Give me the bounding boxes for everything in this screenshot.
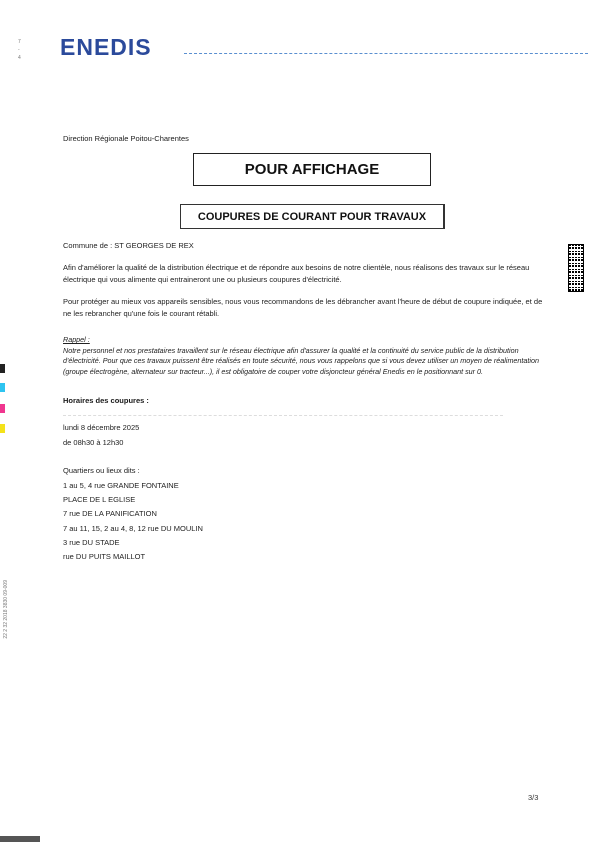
location-item: rue DU PUITS MAILLOT [63, 552, 146, 562]
location-item: PLACE DE L EGLISE [63, 495, 136, 505]
advice-paragraph: Pour protéger au mieux vos appareils sensibles, nous vous recommandons de les débrancher avant l'heure de début de coupure indiquée, et de ne les rebrancher qu'une fois le courant rétabli. [63, 297, 543, 318]
faint-divider [63, 415, 503, 416]
page-number: 3/3 [528, 793, 539, 802]
enedis-logo: ENEDIS [60, 34, 152, 60]
notice-title [193, 153, 431, 186]
scan-side-text: 22 2 32 2018 3830 09-009 [3, 580, 9, 639]
schedule-date: lundi 8 décembre 2025 [63, 423, 140, 432]
location-item: 3 rue DU STADE [63, 537, 120, 547]
swatch-cyan [0, 383, 5, 392]
swatch-yellow [0, 424, 5, 433]
scan-bottom-bar [0, 836, 40, 842]
rappel-text: Notre personnel et nos prestataires travaillent sur le réseau électrique afin d'assurer la qualité et la continuité du service public de la distribution d'électricité. Pour que ces travaux puissent être réalisés en toute sécurité, nous vous rappelons que si vous devez utiliser un moyen de réalimentation (groupe électrogène, alternateur sur tracteur...), il est obligatoire de couper votre disjoncteur général Enedis en le positionnant sur 0. [63, 345, 540, 376]
notice-subtitle-text: COUPURES DE COURANT POUR TRAVAUX [197, 210, 427, 223]
notice-title-text: POUR AFFICHAGE [244, 161, 380, 178]
rappel-block [63, 335, 548, 377]
header-rule [184, 53, 588, 54]
location-item: 7 au 11, 15, 2 au 4, 8, 12 rue DU MOULIN [63, 523, 203, 533]
qr-code [568, 244, 584, 292]
schedule-time: de 08h30 à 12h30 [63, 438, 124, 447]
location-item: 7 rue DE LA PANIFICATION [63, 509, 157, 519]
location-item: 1 au 5, 4 rue GRANDE FONTAINE [63, 481, 179, 490]
intro-paragraph: Afin d'améliorer la qualité de la distribution électrique et de répondre aux besoins de notre clientèle, nous réalisons des travaux sur le réseau électrique qui vous alimente qui entraineront une ou plusieurs coupures d'électricité. [63, 263, 530, 284]
locations-list [63, 479, 203, 564]
locations-heading: Quartiers ou lieux dits : [63, 466, 140, 475]
commune-line: Commune de : ST GEORGES DE REX [63, 241, 194, 250]
swatch-black [0, 364, 5, 373]
swatch-magenta [0, 404, 5, 413]
notice-subtitle [180, 204, 445, 229]
rappel-title: Rappel : [63, 335, 90, 344]
region-label: Direction Régionale Poitou-Charentes [63, 134, 189, 143]
schedule-heading: Horaires des coupures : [63, 396, 149, 405]
scan-marks: 7 - 4 [18, 39, 21, 61]
